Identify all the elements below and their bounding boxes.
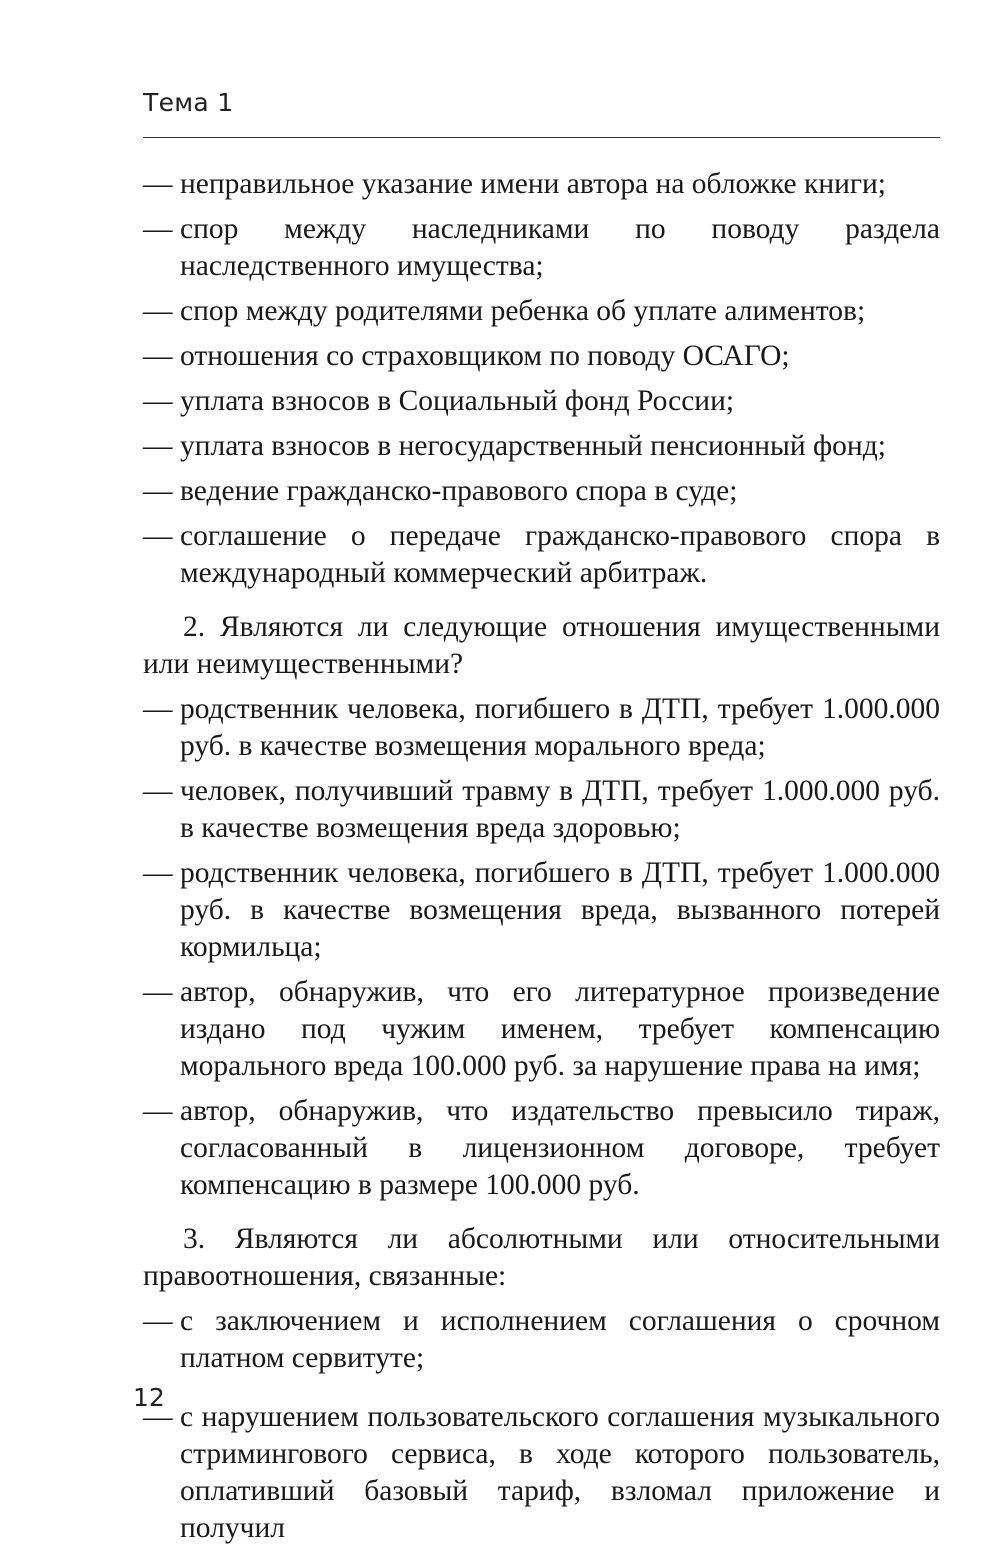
list-item [143,473,940,510]
dash-marker: — [143,520,173,552]
list-item [143,383,940,420]
list-item-text: с заключением и исполнением соглашения о срочном платном сервитуте; [180,1305,940,1374]
dash-marker: — [143,775,173,807]
dash-marker: — [143,213,173,245]
list-item-text: родственник человека, погибшего в ДТП, требует 1.000.000 руб. в качестве возмещения морального вреда; [180,693,940,762]
list-item [143,773,940,847]
page-number: 12 [133,1383,165,1412]
page-body [143,166,940,1555]
list-item [143,166,940,203]
list-item [143,211,940,285]
dash-marker: — [143,340,173,372]
list-item [143,293,940,330]
list-item [143,428,940,465]
list-item-text: неправильное указание имени автора на обложке книги; [180,168,886,200]
list-item-text: автор, обнаружив, что издательство превысило тираж, согласованный в лицензионном договоре, требует компенсацию в размере 100.000 руб. [180,1095,940,1201]
list-item-text: уплата взносов в Социальный фонд России; [180,385,735,417]
list-item-text: человек, получивший травму в ДТП, требует 1.000.000 руб. в качестве возмещения вреда здоровью; [180,775,940,844]
list-item-text: соглашение о передаче гражданско-правового спора в международный коммерческий арбитраж. [180,520,940,589]
list-item [143,1399,940,1547]
dash-marker: — [143,475,173,507]
list-item-text: автор, обнаружив, что его литературное произведение издано под чужим именем, требует компенсацию морального вреда 100.000 руб. за нарушение права на имя; [180,976,940,1082]
header-rule [143,137,940,138]
list-item-text: спор между наследниками по поводу раздела наследственного имущества; [180,213,940,282]
list-item [143,691,940,765]
list-item [143,974,940,1085]
dash-marker: — [143,295,173,327]
dash-marker: — [143,430,173,462]
dash-marker: — [143,168,173,200]
list-item [143,1303,940,1377]
list-item-text: родственник человека, погибшего в ДТП, требует 1.000.000 руб. в качестве возмещения вреда, вызванного потерей кормильца; [180,857,940,963]
running-title: Тема 1 [143,88,234,117]
question-2: 2. Являются ли следующие отношения имущественными или неимущественными? [143,611,940,680]
list-item [143,338,940,375]
list-item-text: ведение гражданско-правового спора в суде; [180,475,738,507]
list-item [143,855,940,966]
list-item-text: уплата взносов в негосударственный пенсионный фонд; [180,430,886,462]
dash-marker: — [143,693,173,725]
dash-marker: — [143,1401,173,1433]
dash-marker: — [143,1305,173,1337]
dash-marker: — [143,976,173,1008]
dash-marker: — [143,857,173,889]
dash-marker: — [143,385,173,417]
list-item-text: спор между родителями ребенка об уплате алиментов; [180,295,866,327]
list-item [143,518,940,592]
list-item-text: отношения со страховщиком по поводу ОСАГО; [180,340,790,372]
list-item-text: с нарушением пользовательского соглашения музыкального стримингового сервиса, в ходе которого пользователь, оплативший базовый тариф, взломал приложение и получил [180,1401,940,1544]
question-3: 3. Являются ли абсолютными или относительными правоотношения, связанные: [143,1223,940,1292]
list-item [143,1093,940,1204]
dash-marker: — [143,1095,173,1127]
